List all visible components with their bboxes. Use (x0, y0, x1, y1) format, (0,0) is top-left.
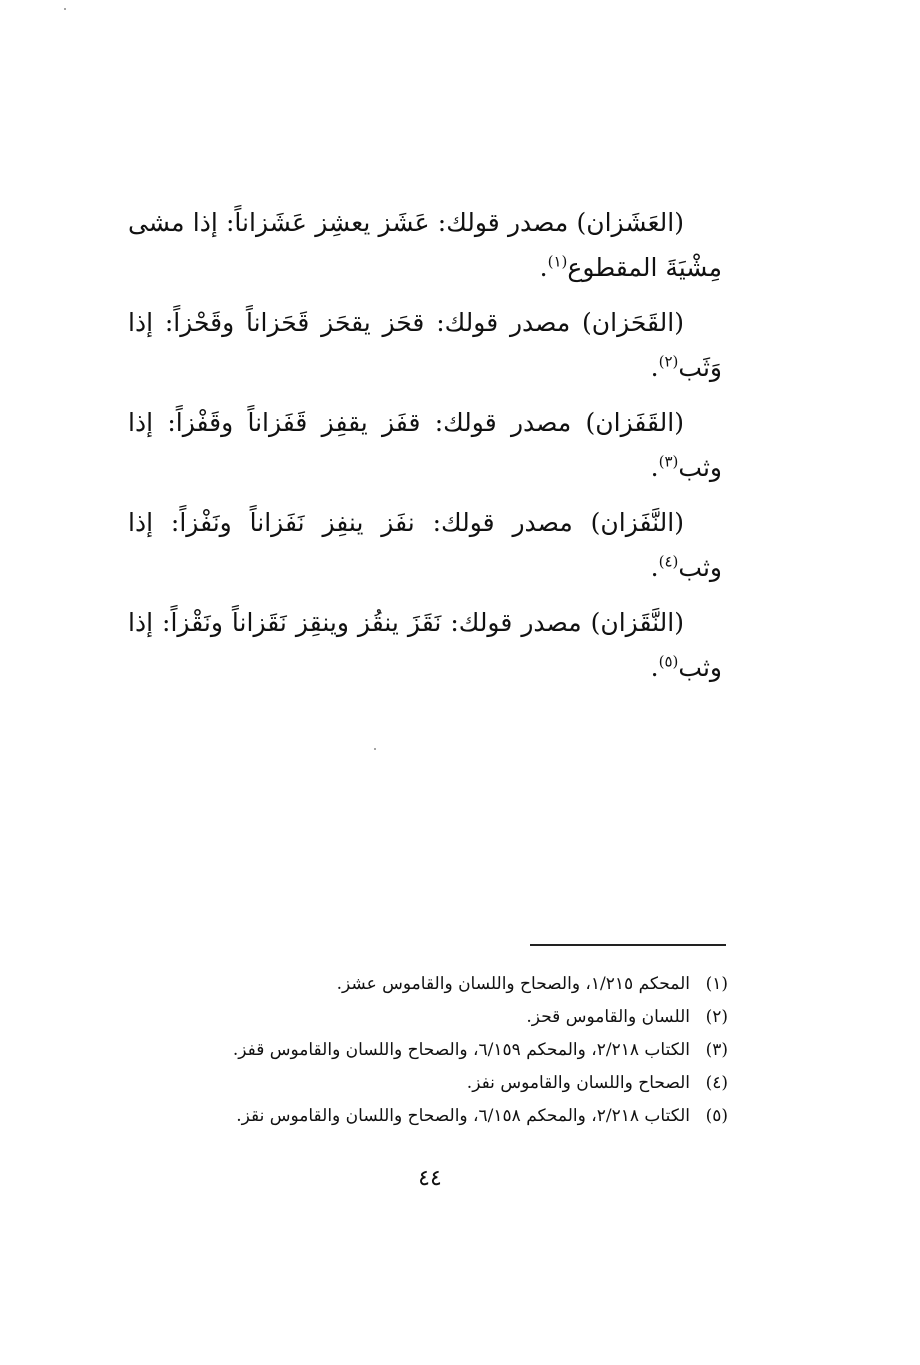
entry-qahazan (128, 300, 722, 390)
footnote-5 (150, 1100, 728, 1133)
footnote-text: الصحاح واللسان والقاموس نفز. (466, 1073, 690, 1093)
entry-end: . (650, 653, 659, 682)
page-number: ٤٤ (418, 1166, 442, 1191)
footnote-text: الكتاب ٢/٢١٨، والمحكم ٦/١٥٩، والصحاح واللسان والقاموس قفز. (232, 1040, 690, 1060)
footnote-number: (٢) (705, 1007, 728, 1027)
footnote-number: (٥) (705, 1106, 728, 1126)
footnote-3 (150, 1034, 728, 1067)
entry-text: (القَفَزان) مصدر قولك: قفَز يقفِز قَفَزاناً وقَفْزاً: إذا وثب (128, 408, 722, 482)
entry-naqazan (128, 600, 722, 690)
entry-qafazan (128, 400, 722, 490)
footnotes (150, 968, 728, 1133)
main-text (128, 200, 722, 700)
footnote-marker: (٣) (658, 452, 679, 471)
footnote-number: (٣) (705, 1040, 728, 1060)
footnote-marker: (١) (547, 252, 568, 271)
footnote-1 (150, 968, 728, 1001)
scan-speck (64, 8, 66, 10)
footnote-text: المحكم ١/٢١٥، والصحاح واللسان والقاموس عشز. (336, 974, 690, 994)
footnote-text: اللسان والقاموس قحز. (526, 1007, 690, 1027)
entry-text: (العَشَزان) مصدر قولك: عَشَز يعشِز عَشَزاناً: إذا مشى مِشْيَةَ المقطوع (128, 208, 722, 282)
entry-text: (النَّقَزان) مصدر قولك: نَقَزَ ينقُز وينقِز نَقَزاناً ونَقْزاً: إذا وثب (128, 608, 722, 682)
footnote-separator (530, 944, 726, 946)
entry-nafazan (128, 500, 722, 590)
scan-speck (374, 748, 376, 750)
footnote-2 (150, 1001, 728, 1034)
entry-text: (النَّفَزان) مصدر قولك: نفَز ينفِز نَفَزاناً ونَفْزاً: إذا وثب (128, 508, 722, 582)
footnote-marker: (٤) (658, 552, 679, 571)
entry-end: . (650, 453, 659, 482)
footnote-marker: (٢) (658, 352, 679, 371)
entry-end: . (650, 353, 659, 382)
footnote-number: (٤) (705, 1073, 728, 1093)
entry-end: . (539, 253, 548, 282)
footnote-text: الكتاب ٢/٢١٨، والمحكم ٦/١٥٨، والصحاح واللسان والقاموس نقز. (236, 1106, 690, 1126)
footnote-4 (150, 1067, 728, 1100)
entry-ashazan (128, 200, 722, 290)
footnote-number: (١) (705, 974, 728, 994)
footnote-marker: (٥) (658, 652, 679, 671)
entry-end: . (650, 553, 659, 582)
entry-text: (القَحَزان) مصدر قولك: قحَز يقحَز قَحَزاناً وقَحْزاً: إذا وَثَب (128, 308, 722, 382)
